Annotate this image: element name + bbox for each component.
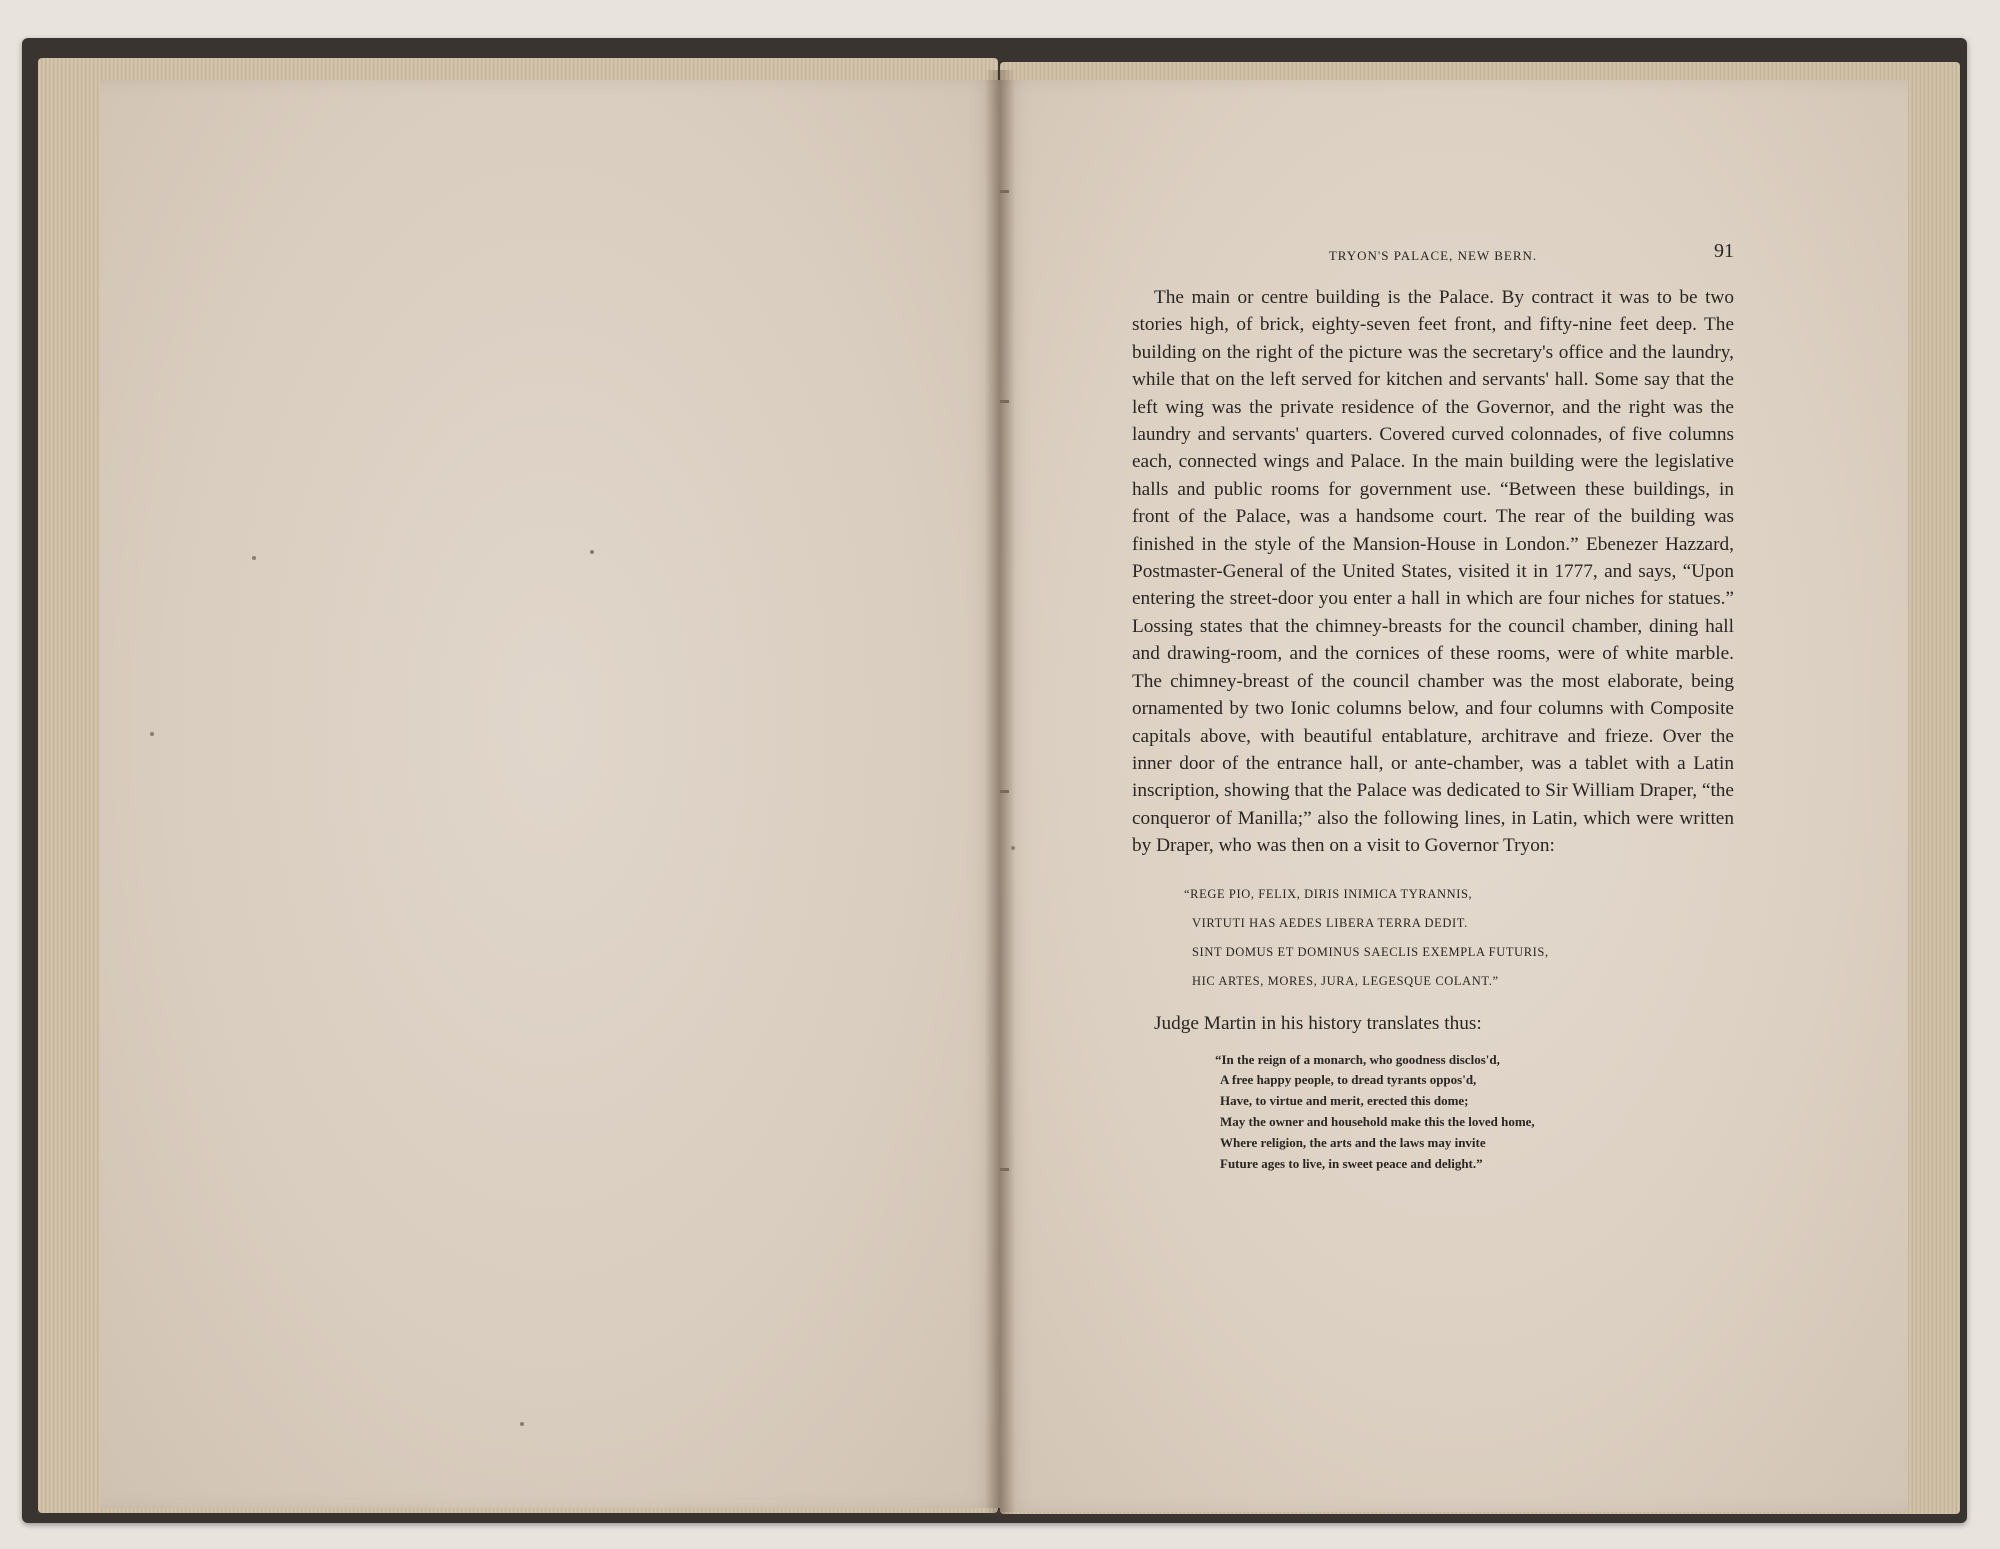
blank-left-page (100, 80, 1000, 1508)
binding-thread (1000, 190, 1009, 193)
verse-line: Where religion, the arts and the laws may invite (1220, 1134, 1486, 1150)
verse-line: May the owner and household make this the loved home, (1220, 1113, 1535, 1129)
binding-thread (1000, 1168, 1009, 1171)
page-content (1132, 240, 1734, 1174)
paper-speck (252, 556, 256, 560)
latin-line: “REGE PIO, FELIX, DIRIS INIMICA TYRANNIS, (1184, 886, 1473, 901)
translation-intro: Judge Martin in his history translates thus: (1154, 1012, 1482, 1034)
latin-line: VIRTUTI HAS AEDES LIBERA TERRA DEDIT. (1192, 915, 1468, 930)
verse-line: Future ages to live, in sweet peace and delight.” (1220, 1155, 1483, 1171)
paper-speck (590, 550, 594, 554)
running-head (1132, 240, 1734, 268)
binding-thread (1000, 790, 1009, 793)
latin-line: HIC ARTES, MORES, JURA, LEGESQUE COLANT.” (1192, 973, 1499, 988)
page-number: 91 (1714, 240, 1734, 262)
body-paragraph: The main or centre building is the Palace. By contract it was to be two stories high, of brick, eighty-seven feet front, and fifty-nine feet deep. The building on the right of the picture was the secretary's office and the laundry, while that on the left served for kitchen and servants' hall. Some say that the left wing was the private residence of the Governor, and the right was the laundry and servants' quarters. Covered curved colonnades, of five columns each, connected wings and Palace. In the main building were the legislative halls and public rooms for government use. “Between these buildings, in front of the Palace, was a handsome court. The rear of the building was finished in the style of the Mansion-House in London.” Ebenezer Hazzard, Postmaster-General of the United States, visited it in 1777, and says, “Upon entering the street-door you enter a hall in which are four niches for statues.” Lossing states that the chimney-breasts for the council chamber, dining hall and drawing-room, and the cornices of these rooms, were of white marble. The chimney-breast of the council chamber was the most elaborate, being ornamented by two Ionic columns below, and four columns with Composite capitals above, with beautiful entablature, architrave and frieze. Over the inner door of the entrance hall, or ante-chamber, was a tablet with a Latin inscription, showing that the Palace was dedicated to Sir William Draper, “the conqueror of Manilla;” also the following lines, in Latin, which were written by Draper, who was then on a visit to Governor Tryon: (1132, 287, 1734, 857)
running-title: TRYON'S PALACE, NEW BERN. (1328, 248, 1538, 263)
verse-line: “In the reign of a monarch, who goodness disclos'd, (1215, 1051, 1500, 1067)
latin-line: SINT DOMUS ET DOMINUS SAECLIS EXEMPLA FUTURIS, (1192, 944, 1549, 959)
paper-speck (150, 732, 154, 736)
verse-line: A free happy people, to dread tyrants oppos'd, (1220, 1072, 1477, 1088)
paper-speck (520, 1422, 524, 1426)
paper-speck (1011, 846, 1015, 850)
latin-inscription (1184, 880, 1734, 996)
verse-line: Have, to virtue and merit, erected this dome; (1220, 1093, 1469, 1109)
binding-thread (1000, 400, 1009, 403)
translation-verse (1215, 1050, 1734, 1175)
